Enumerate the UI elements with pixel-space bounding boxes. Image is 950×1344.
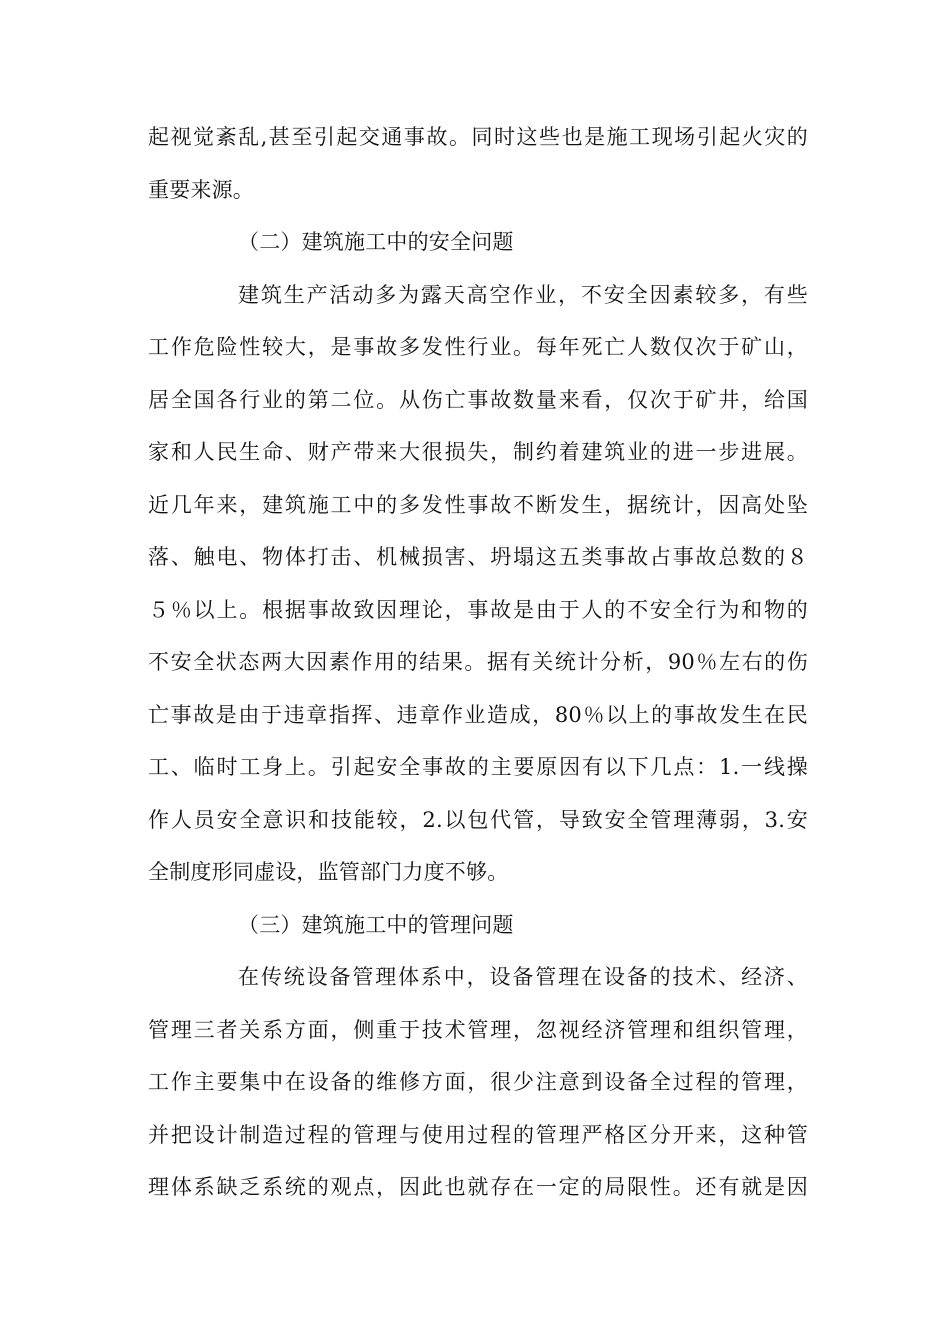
body-text-line: 工作主要集中在设备的维修方面，很少注意到设备全过程的管理， (148, 1070, 808, 1094)
body-text-line: 理体系缺乏系统的观点，因此也就存在一定的局限性。还有就是因 (148, 1175, 808, 1199)
body-text-line: 居全国各行业的第二位。从伤亡事故数量来看，仅次于矿井，给国 (148, 388, 808, 412)
body-text-line: 管理三者关系方面，侧重于技术管理，忽视经济管理和组织管理， (148, 1018, 808, 1042)
body-text-line: 不安全状态两大因素作用的结果。据有关统计分析，90％左右的伤 (148, 650, 808, 674)
body-text-line: 全制度形同虚设，监管部门力度不够。 (148, 860, 509, 884)
body-text-line: 家和人民生命、财产带来大很损失，制约着建筑业的进一步进展。 (148, 440, 808, 464)
body-text-line: 并把设计制造过程的管理与使用过程的管理严格区分开来，这种管 (148, 1123, 808, 1147)
body-text-line: 亡事故是由于违章指挥、违章作业造成，80％以上的事故发生在民 (148, 703, 808, 727)
body-text-line: 近几年来，建筑施工中的多发性事故不断发生，据统计，因高处坠 (148, 493, 808, 517)
body-text-line: 作人员安全意识和技能较，2.以包代管，导致安全管理薄弱，3.安 (148, 808, 808, 832)
body-text-line: ５％以上。根据事故致因理论，事故是由于人的不安全行为和物的 (148, 598, 808, 622)
section-heading-management: （三）建筑施工中的管理问题 (238, 913, 514, 937)
body-text-line: 建筑生产活动多为露天高空作业，不安全因素较多，有些 (238, 283, 808, 307)
body-text-line: 起视觉紊乱,甚至引起交通事故。同时这些也是施工现场引起火灾的 (148, 125, 808, 149)
section-heading-safety: （二）建筑施工中的安全问题 (238, 230, 514, 254)
body-text-line: 在传统设备管理体系中，设备管理在设备的技术、经济、 (238, 965, 808, 989)
body-text-line: 工作危险性较大，是事故多发性行业。每年死亡人数仅次于矿山， (148, 335, 808, 359)
body-text-line: 工、临时工身上。引起安全事故的主要原因有以下几点：1.一线操 (148, 755, 808, 779)
body-text-line: 重要来源。 (148, 178, 254, 202)
body-text-line: 落、触电、物体打击、机械损害、坍塌这五类事故占事故总数的８ (148, 545, 808, 569)
